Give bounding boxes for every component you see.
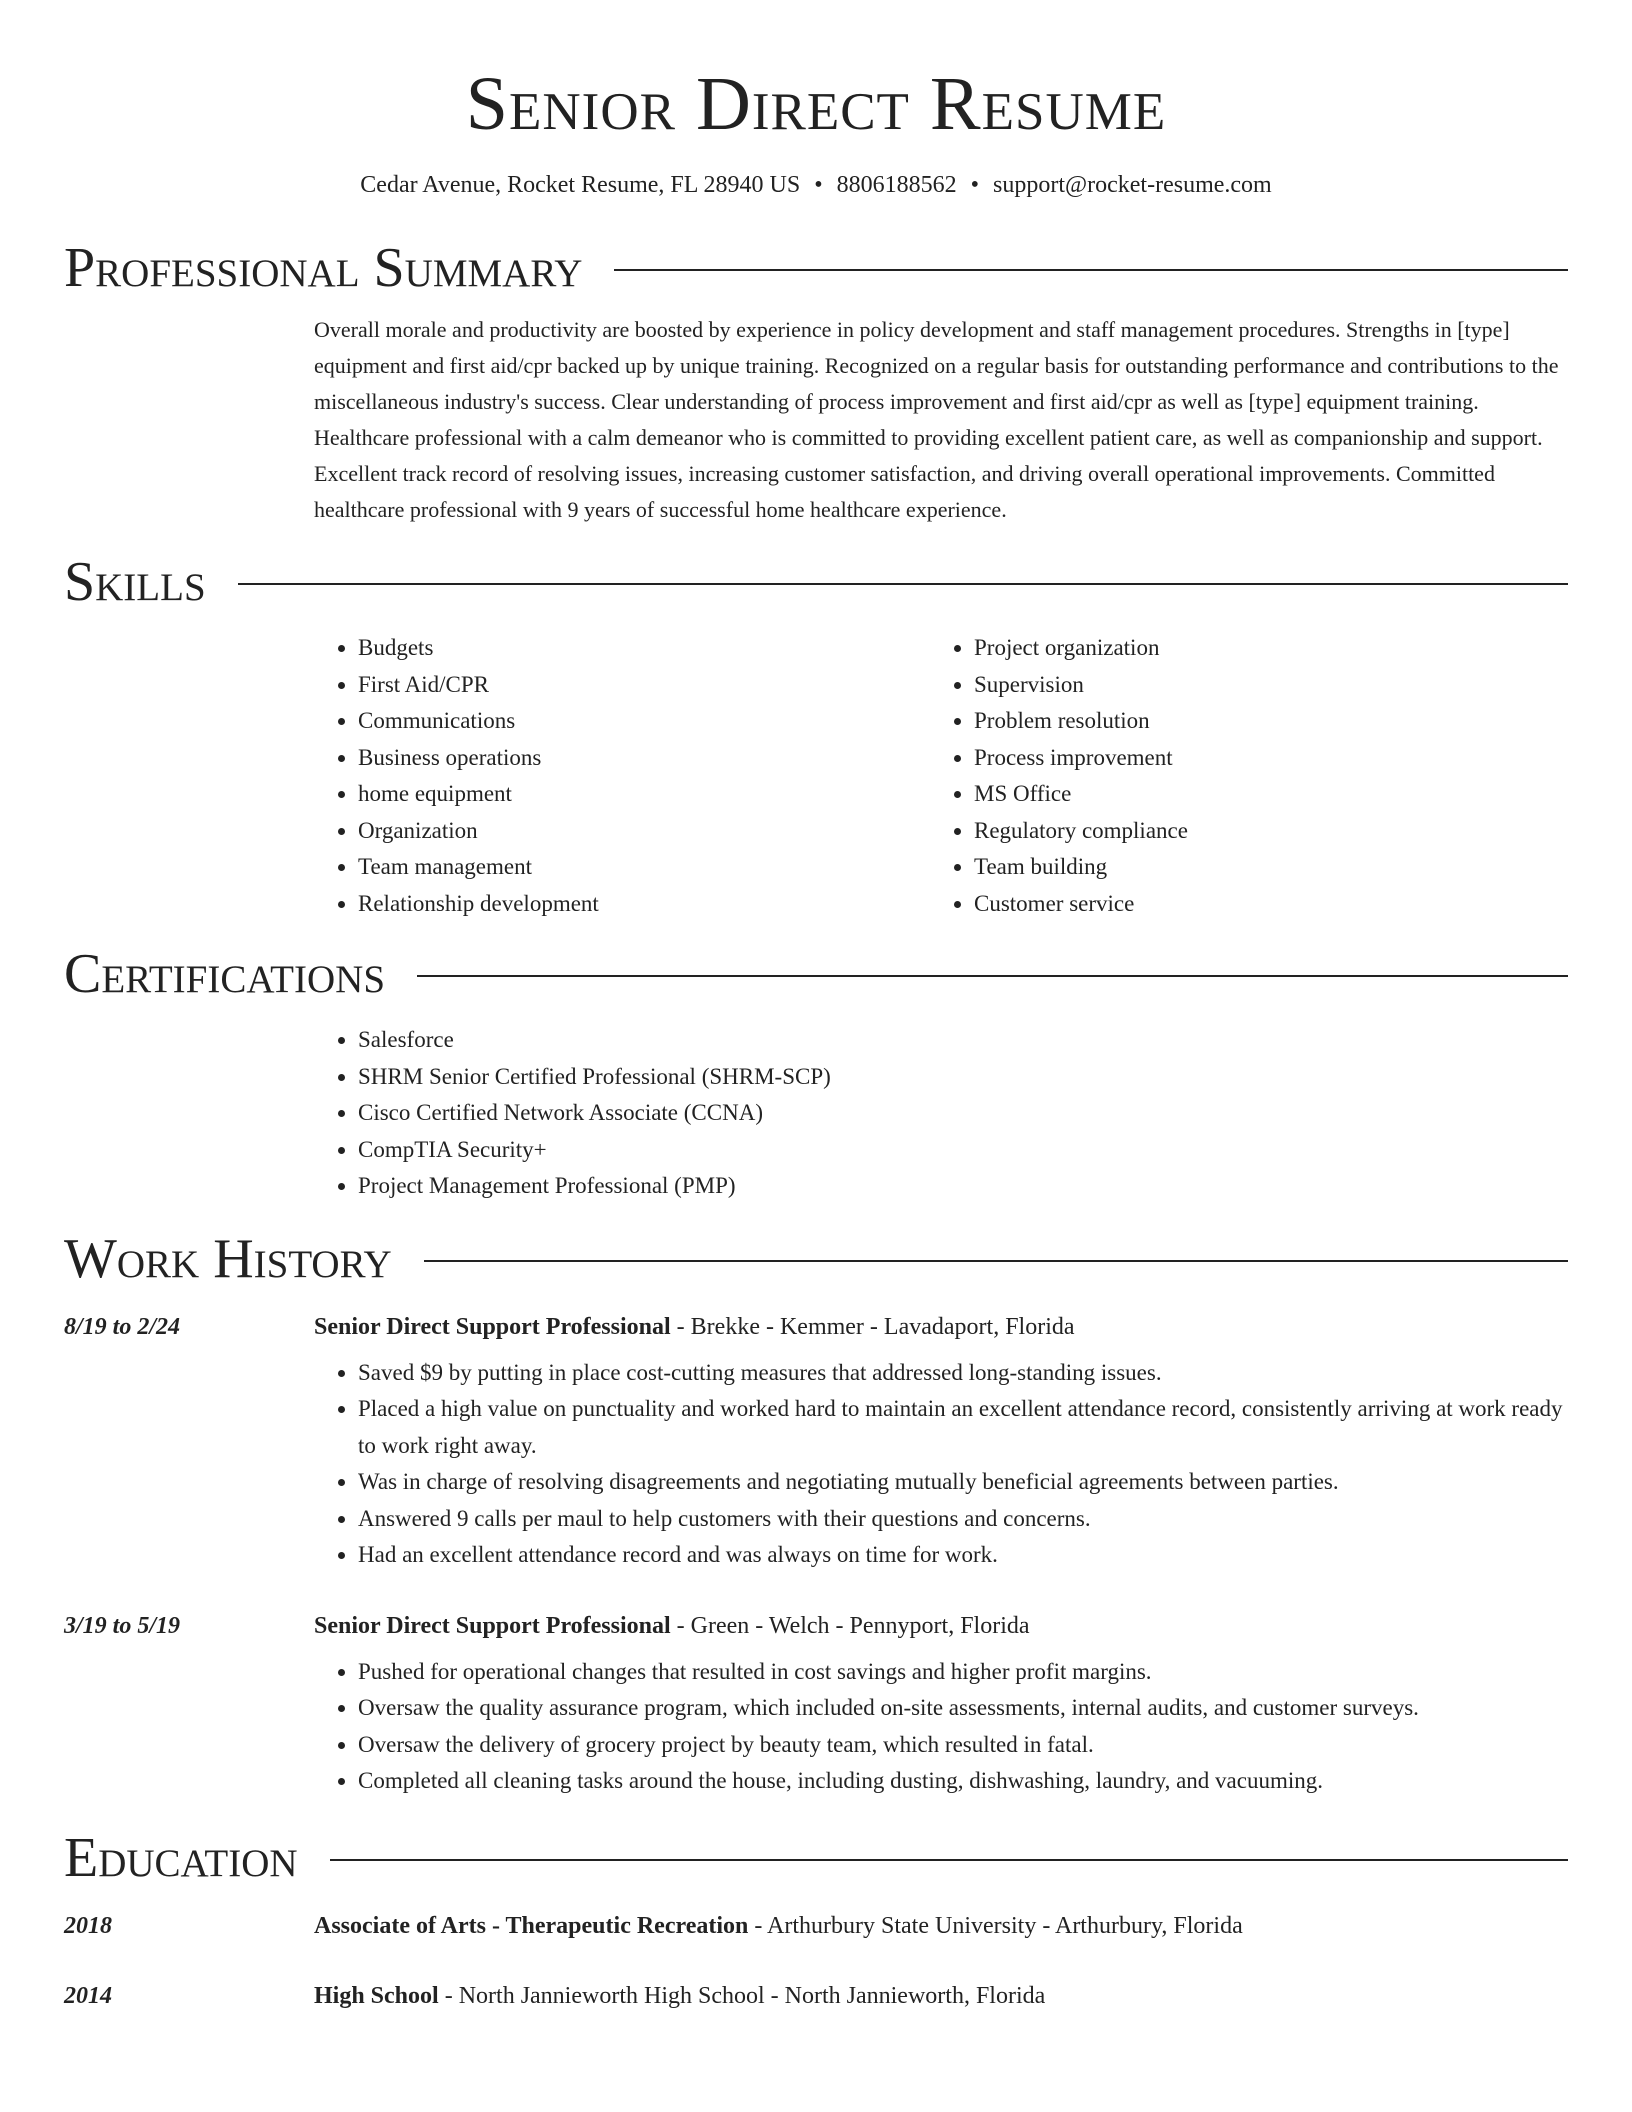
section-title: Education bbox=[64, 1826, 298, 1889]
skill-item: • home equipment bbox=[358, 776, 930, 813]
section-rule bbox=[417, 975, 1568, 977]
resume-name: Senior Direct Resume bbox=[465, 62, 1167, 146]
duty-item: • Was in charge of resolving disagreements and negotiating mutually beneficial agreements between parties. bbox=[358, 1464, 1568, 1501]
job-dates: 3/19 to 5/19 bbox=[64, 1612, 181, 1639]
job-duties bbox=[314, 1355, 1568, 1574]
job-role: Senior Direct Support Professional bbox=[314, 1612, 671, 1639]
certification-item: • Salesforce bbox=[358, 1022, 1568, 1059]
duty-item: • Saved $9 by putting in place cost-cutting measures that addressed long-standing issues. bbox=[358, 1355, 1568, 1392]
certification-item: • SHRM Senior Certified Professional (SHRM-SCP) bbox=[358, 1059, 1568, 1096]
resume-page bbox=[64, 0, 1568, 2012]
skill-item: • Problem resolution bbox=[974, 703, 1546, 740]
duty-item: • Oversaw the delivery of grocery project by beauty team, which resulted in fatal. bbox=[358, 1727, 1568, 1764]
job-company: - Brekke - Kemmer - Lavadaport, Florida bbox=[670, 1313, 1075, 1340]
skills-column-left bbox=[314, 630, 930, 922]
section-rule bbox=[330, 1859, 1568, 1861]
section-rule bbox=[424, 1260, 1568, 1262]
job-duties bbox=[314, 1654, 1568, 1800]
address: Cedar Avenue, Rocket Resume, FL 28940 US bbox=[360, 172, 801, 198]
certification-item: • Project Management Professional (PMP) bbox=[358, 1168, 1568, 1205]
job-entry bbox=[64, 1610, 1568, 1800]
job-dates: 8/19 to 2/24 bbox=[64, 1313, 181, 1340]
duty-item: • Answered 9 calls per maul to help customers with their questions and concerns. bbox=[358, 1501, 1568, 1538]
skill-item: • Team management bbox=[358, 849, 930, 886]
education-entry bbox=[64, 1980, 1568, 2012]
job-header bbox=[64, 1610, 1568, 1642]
education-degree: High School bbox=[314, 1982, 439, 2009]
summary-text: Overall morale and productivity are boosted by experience in policy development and staff management procedures. Strengths in [type] equipment and first aid/cpr backed up by unique training. Recognized on a regular basis for outstanding performance and contributions to the miscellaneous industry's success. Clear understanding of process improvement and first aid/cpr as well as [type] equipment training. Healthcare professional with a calm demeanor who is committed to providing excellent patient care, as well as companionship and support. Excellent track record of resolving issues, increasing customer satisfaction, and driving overall operational improvements. Committed healthcare professional with 9 years of successful home healthcare experience. bbox=[314, 317, 1559, 522]
section-rule bbox=[238, 583, 1568, 585]
education-details bbox=[314, 1980, 1045, 2012]
education-school: - Arthurbury State University - Arthurbury, Florida bbox=[748, 1912, 1243, 1939]
skills-list bbox=[314, 630, 1568, 922]
skill-item: • Process improvement bbox=[974, 740, 1546, 777]
job-title-line bbox=[314, 1610, 1030, 1642]
certification-item: • Cisco Certified Network Associate (CCNA) bbox=[358, 1095, 1568, 1132]
section-title: Skills bbox=[64, 551, 206, 613]
skill-item: • Supervision bbox=[974, 667, 1546, 704]
education-degree: Associate of Arts - Therapeutic Recreation bbox=[314, 1912, 749, 1939]
skills-heading bbox=[64, 550, 1568, 614]
duty-item: • Pushed for operational changes that resulted in cost savings and higher profit margins. bbox=[358, 1654, 1568, 1691]
education-heading bbox=[64, 1826, 1568, 1890]
job-header bbox=[64, 1311, 1568, 1343]
skill-item: • Regulatory compliance bbox=[974, 813, 1546, 850]
skill-item: • First Aid/CPR bbox=[358, 667, 930, 704]
duty-item: • Had an excellent attendance record and was always on time for work. bbox=[358, 1537, 1568, 1574]
education-entry bbox=[64, 1910, 1568, 1942]
work-history-heading bbox=[64, 1227, 1568, 1291]
skill-item: • Relationship development bbox=[358, 886, 930, 923]
job-title-line bbox=[314, 1311, 1075, 1343]
duty-item: • Completed all cleaning tasks around the house, including dusting, dishwashing, laundry, and vacuuming. bbox=[358, 1763, 1568, 1800]
contact-line bbox=[64, 170, 1568, 200]
education-details bbox=[314, 1910, 1243, 1942]
duty-item: • Placed a high value on punctuality and worked hard to maintain an excellent attendance record, consistently arriving at work ready to work right away. bbox=[358, 1391, 1568, 1464]
summary-heading bbox=[64, 236, 1568, 300]
skill-item: • Customer service bbox=[974, 886, 1546, 923]
job-entry bbox=[64, 1311, 1568, 1574]
skill-item: • Communications bbox=[358, 703, 930, 740]
skill-item: • Team building bbox=[974, 849, 1546, 886]
separator: • bbox=[814, 172, 823, 198]
skills-column-right bbox=[930, 630, 1546, 922]
skill-item: • Budgets bbox=[358, 630, 930, 667]
education-school: - North Jannieworth High School - North Jannieworth, Florida bbox=[438, 1982, 1046, 2009]
duty-item: • Oversaw the quality assurance program, which included on-site assessments, internal audits, and customer surveys. bbox=[358, 1690, 1568, 1727]
phone: 8806188562 bbox=[836, 172, 957, 198]
section-title: Certifications bbox=[64, 943, 386, 1005]
skill-item: • Project organization bbox=[974, 630, 1546, 667]
section-title: Work History bbox=[64, 1227, 392, 1290]
skill-item: • MS Office bbox=[974, 776, 1546, 813]
certifications-list bbox=[314, 1022, 1568, 1205]
section-title: Professional Summary bbox=[64, 237, 583, 299]
education-year: 2018 bbox=[64, 1912, 112, 1939]
separator: • bbox=[970, 172, 980, 198]
skill-item: • Organization bbox=[358, 813, 930, 850]
education-year: 2014 bbox=[64, 1982, 112, 2009]
job-company: - Green - Welch - Pennyport, Florida bbox=[670, 1612, 1030, 1639]
certification-item: • CompTIA Security+ bbox=[358, 1132, 1568, 1169]
skill-item: • Business operations bbox=[358, 740, 930, 777]
job-role: Senior Direct Support Professional bbox=[314, 1313, 671, 1340]
section-rule bbox=[614, 269, 1568, 271]
email: support@rocket-resume.com bbox=[993, 172, 1272, 198]
certifications-heading bbox=[64, 942, 1568, 1006]
